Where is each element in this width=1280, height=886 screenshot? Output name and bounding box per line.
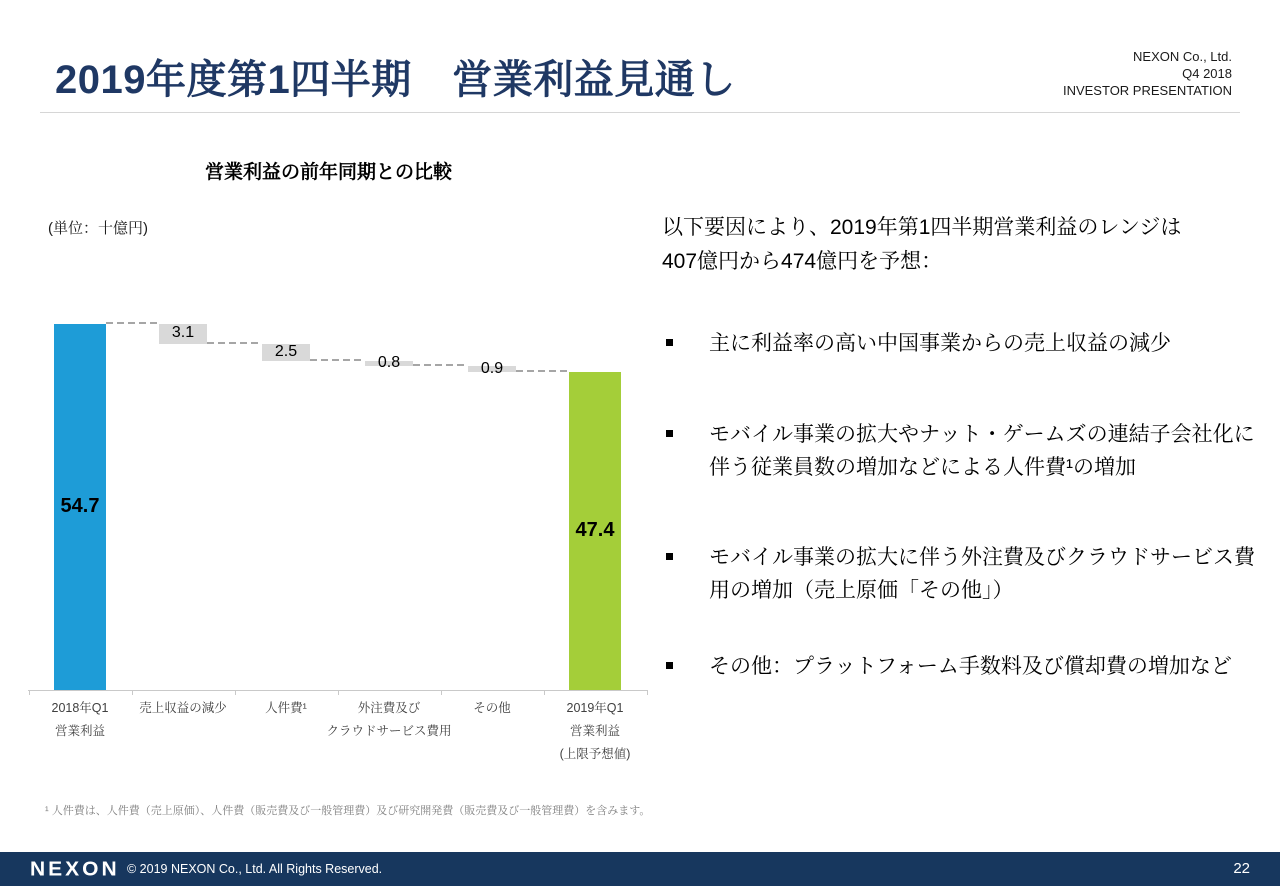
bullet-text: モバイル事業の拡大やナット・ゲームズの連結子会社化に伴う従業員数の増加などによる人件費¹の増加 bbox=[709, 423, 1255, 479]
category-label bbox=[525, 697, 665, 766]
category-label-line: (上限予想値) bbox=[559, 747, 631, 761]
bar-value-label: 47.4 bbox=[575, 519, 615, 542]
bar-value-label: 0.8 bbox=[377, 354, 401, 372]
presentation-label: INVESTOR PRESENTATION bbox=[1062, 83, 1232, 98]
category-label-line: 売上収益の減少 bbox=[139, 701, 227, 715]
bullet-text: その他：プラットフォーム手数料及び償却費の増加など bbox=[709, 655, 1232, 678]
bullet-square-icon bbox=[666, 430, 673, 437]
footer bbox=[0, 852, 1280, 886]
chart-unit-label: (単位：十億円) bbox=[48, 220, 148, 237]
page-number: 22 bbox=[1233, 860, 1250, 877]
bullet-square-icon bbox=[666, 662, 673, 669]
bullet-square-icon bbox=[666, 553, 673, 560]
copyright-text: © 2019 NEXON Co., Ltd. All Rights Reserved. bbox=[127, 862, 383, 876]
quarter-label: Q4 2018 bbox=[1182, 66, 1232, 81]
category-label-line: クラウドサービス費用 bbox=[326, 724, 452, 738]
forecast-intro-line-1: 以下要因により、2019年第1四半期営業利益のレンジは bbox=[662, 216, 1182, 239]
waterfall-chart bbox=[0, 0, 660, 800]
chart-title: 営業利益の前年同期との比較 bbox=[205, 162, 453, 183]
forecast-intro bbox=[662, 211, 1262, 279]
x-axis-tick bbox=[338, 691, 339, 695]
company-name: NEXON Co., Ltd. bbox=[1133, 49, 1232, 64]
connector-line bbox=[516, 370, 569, 372]
x-axis-tick bbox=[132, 691, 133, 695]
bar-value-label: 2.5 bbox=[274, 343, 298, 361]
bar-value-label: 3.1 bbox=[171, 324, 195, 342]
x-axis-tick bbox=[441, 691, 442, 695]
category-label-line: 2018年Q1 bbox=[51, 701, 109, 715]
forecast-intro-line-2: 407億円から474億円を予想： bbox=[662, 250, 943, 273]
category-label-line: 営業利益 bbox=[569, 724, 620, 738]
bullet-revenue-decrease bbox=[662, 327, 1258, 360]
bullet-text: 主に利益率の高い中国事業からの売上収益の減少 bbox=[709, 332, 1171, 355]
category-label-line: 営業利益 bbox=[54, 724, 105, 738]
company-meta bbox=[1063, 48, 1232, 99]
bar-value-label: 54.7 bbox=[60, 494, 100, 517]
category-label-line: 外注費及び bbox=[357, 701, 421, 715]
bullet-outsourcing-cloud bbox=[662, 541, 1258, 607]
bullet-other bbox=[662, 650, 1258, 683]
bullet-square-icon bbox=[666, 339, 673, 346]
bullet-text: モバイル事業の拡大に伴う外注費及びクラウドサービス費用の増加（売上原価「その他」） bbox=[709, 546, 1255, 602]
category-label-line: 2019年Q1 bbox=[566, 701, 624, 715]
page-title: 2019年度第1四半期 営業利益見通し bbox=[55, 58, 736, 102]
bar-value-label: 0.9 bbox=[480, 359, 504, 377]
x-axis-tick bbox=[29, 691, 30, 695]
footnote: ¹ 人件費は、人件費（売上原価）、人件費（販売費及び一般管理費）及び研究開発費（販売費及び一般管理費）を含みます。 bbox=[45, 805, 651, 817]
category-label-line: その他 bbox=[473, 701, 511, 715]
bullet-labor-cost bbox=[662, 418, 1258, 484]
x-axis-tick bbox=[647, 691, 648, 695]
category-label-line: 人件費¹ bbox=[265, 701, 307, 715]
nexon-logo: NEXON bbox=[30, 858, 120, 881]
x-axis-tick bbox=[544, 691, 545, 695]
x-axis-tick bbox=[235, 691, 236, 695]
connector-line bbox=[106, 322, 159, 324]
